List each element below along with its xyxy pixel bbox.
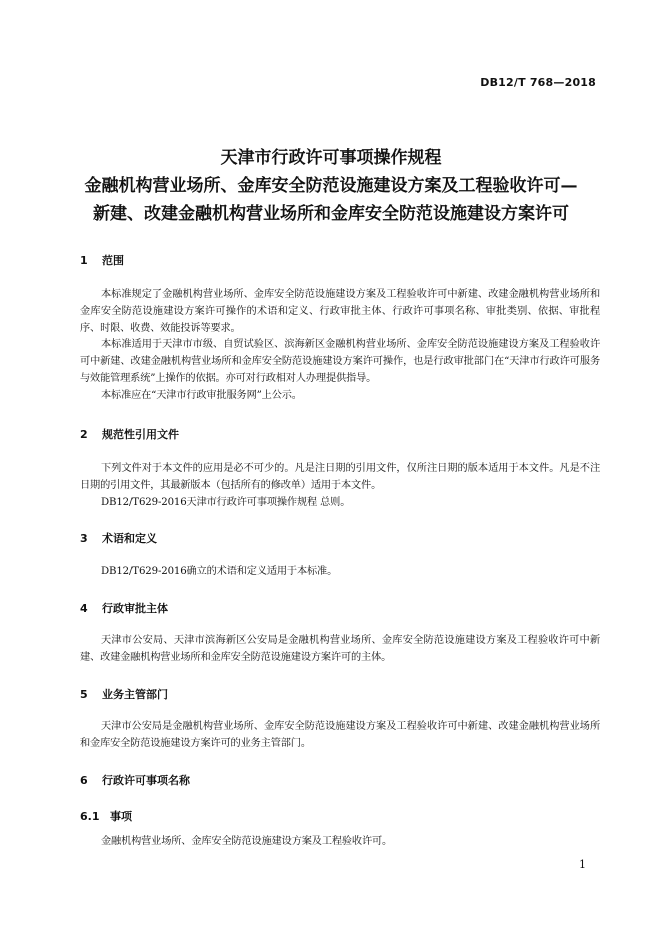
section-heading-references: [80, 426, 600, 442]
section-title: 行政审批主体: [102, 602, 168, 615]
section-number: 1: [80, 254, 88, 267]
section-number: 2: [80, 428, 88, 441]
document-title: [0, 144, 662, 228]
page-number: 1: [579, 858, 586, 871]
section-heading-item-name: [80, 772, 600, 788]
section-title: 事项: [110, 810, 132, 823]
paragraph-scope-3: 本标准应在“天津市行政审批服务网”上公示。: [101, 390, 302, 401]
section-heading-authority: [80, 600, 600, 616]
paragraph-scope-2: 本标准适用于天津市市级、自贸试验区、滨海新区金融机构营业场所、金库安全防范设施建设方案及工程验收许可中新建、改建金融机构营业场所和金库安全防范设施建设方案许可操作，也是行政审批部门在“天津市行政许可服务与效能管理系统”上操作的依据。亦可对行政相对人办理提供指导。: [80, 339, 600, 384]
section-number: 3: [80, 532, 88, 545]
section-title: 规范性引用文件: [102, 428, 179, 441]
paragraph-references-2: DB12/T629-2016天津市行政许可事项操作规程 总则。: [101, 497, 351, 508]
document-code: DB12/T 768—2018: [480, 76, 596, 89]
section-title: 行政许可事项名称: [102, 774, 190, 787]
paragraph-scope-1: 本标准规定了金融机构营业场所、金库安全防范设施建设方案及工程验收许可中新建、改建金融机构营业场所和金库安全防范设施建设方案许可操作的术语和定义、行政审批主体、行政许可事项名称、审批类别、依据、审批程序、时限、收费、效能投诉等要求。: [80, 289, 600, 334]
section-number: 5: [80, 688, 88, 701]
title-line-1: 天津市行政许可事项操作规程: [220, 148, 442, 168]
paragraph-department-1: 天津市公安局是金融机构营业场所、金库安全防范设施建设方案及工程验收许可中新建、改建金融机构营业场所和金库安全防范设施建设方案许可的业务主管部门。: [80, 721, 600, 749]
section-title: 范围: [102, 254, 124, 267]
title-line-2: 金融机构营业场所、金库安全防范设施建设方案及工程验收许可—: [84, 176, 578, 196]
section-number: 4: [80, 602, 88, 615]
section-number: 6: [80, 774, 88, 787]
subsection-heading-item: [80, 808, 600, 824]
paragraph-terms-1: DB12/T629-2016确立的术语和定义适用于本标准。: [101, 566, 338, 577]
section-number: 6.1: [80, 810, 100, 823]
section-heading-department: [80, 686, 600, 702]
section-title: 业务主管部门: [102, 688, 168, 701]
paragraph-references-1: 下列文件对于本文件的应用是必不可少的。凡是注日期的引用文件，仅所注日期的版本适用于本文件。凡是不注日期的引用文件，其最新版本（包括所有的修改单）适用于本文件。: [80, 463, 600, 491]
paragraph-item-1: 金融机构营业场所、金库安全防范设施建设方案及工程验收许可。: [101, 836, 393, 847]
title-line-3: 新建、改建金融机构营业场所和金库安全防范设施建设方案许可: [93, 204, 569, 224]
section-title: 术语和定义: [102, 532, 157, 545]
paragraph-authority-1: 天津市公安局、天津市滨海新区公安局是金融机构营业场所、金库安全防范设施建设方案及工程验收许可中新建、改建金融机构营业场所和金库安全防范设施建设方案许可的主体。: [80, 635, 600, 663]
section-heading-scope: [80, 252, 600, 268]
section-heading-terms: [80, 530, 600, 546]
